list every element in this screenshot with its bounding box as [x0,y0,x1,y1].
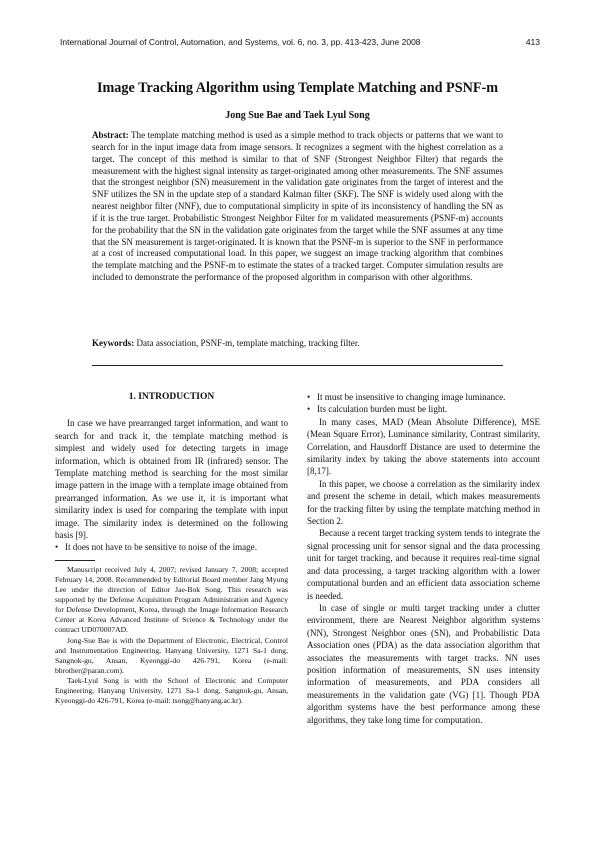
bullet-item [307,403,540,415]
bullet-dot: • [307,404,311,415]
bullet-item [307,391,540,403]
footnote-author-1: Jong-Sue Bae is with the Department of Electronic, Electrical, Control and Instrumentation Engineering, Hanyang University, 1271 Sa-1 dong, Sangnok-gu, Ansan, Kyeonggi-do 426-791, Korea (e-mail: bbrother@paran.com). [55,635,288,675]
abstract-text: The template matching method is used as a simple method to track objects or patterns that we want to search for in the input image data from image sensors. It recognizes a segment with the highest correlation as a target. The concept of this method is similar to that of SNF (Strongest Neighbor Filter) that regards the measurement with the highest signal intensity as target-originated among other measurements. The SNF assumes that the strongest neighbor (SN) measurement in the validation gate originates from the target of interest and the SNF utilizes the SN in the update step of a standard Kalman filter (SKF). The SNF is widely used along with the nearest neighbor filter (NNF), due to computational simplicity in spite of its inconsistency of handling the SN as if it is the true target. Probabilistic Strongest Neighbor Filter for m validated measurements (PSNF-m) accounts for the probability that the SN in the validation gate originates from the target while the SNF assumes at any time that the SN measurement is target-originated. It is known that the PSNF-m is superior to the SNF in performance at a cost of increased computational load. In this paper, we suggest an image tracking algorithm that combines the template matching and the PSNF-m to estimate the states of a tracked target. Computer simulation results are included to demonstrate the performance of the proposed algorithm in comparison with other algorithms. [92,130,503,283]
left-column [55,391,288,706]
keywords-text: Data association, PSNF-m, template matching, tracking filter. [136,338,360,348]
body-paragraph: In this paper, we choose a correlation as the similarity index and present the scheme in detail, which makes measurements for the tracking filter by using the template matching method in Section 2. [307,478,540,527]
keywords-label: Keywords: [92,338,135,348]
bullet-text: It must be insensitive to changing image luminance. [317,392,506,402]
bullet-dot: • [307,392,311,402]
footnote-manuscript: Manuscript received July 4, 2007; revised January 7, 2008; accepted February 14, 2008. Recommended by Editorial Board member Jang Myung Lee under the direction of Editor Jae-Bok Song. This research was supported by the Defense Acquisition Program Administration and Agency for Defense Development, Korea, through the Image Information Research Center at Korea Advanced Institute of Science & Technology under the contract UD070007AD. [55,564,288,635]
running-head [60,37,540,47]
footnote-author-2: Taek-Lyul Song is with the School of Electronic and Computer Engineering, Hanyang University, 1271 Sa-1 dong, Sangnok-gu, Ansan, Kyeonggi-do 426-791, Korea (e-mail: tsong@hanyang.ac.kr). [55,675,288,706]
bullet-dot: • [55,542,59,553]
intro-paragraph: In case we have prearranged target information, and want to search for and track it, the template matching method is simplest and widely used for detecting targets in image information, which is obtained from IR (infrared) sensor. The Template matching method is searching for the most similar image pattern in the image with a template image obtained from prearranged information. As we use it, it is important what similarity index is used for comparing the template with input image. The similarity index is determined on the following basis [9]. [55,418,288,541]
body-paragraph: In many cases, MAD (Mean Absolute Difference), MSE (Mean Square Error), Luminance similarity, Contrast similarity, Correlation, and Hausdorff Distance are used to determine the similarity index by taking the above statements into account [8,17]. [307,416,540,477]
abstract [92,130,503,284]
page-number: 413 [525,37,540,47]
footnote-divider [55,560,95,561]
bullet-item [55,541,288,553]
bullet-text: It does not have to be sensitive to noise of the image. [65,542,257,553]
body-paragraph: Because a recent target tracking system tends to integrate the signal processing unit for sensor signal and the data processing unit for target tracking, and because it requires real-time signal and data processing, a target tracking algorithm with a lower computational burden and an efficient data association scheme is needed. [307,528,540,601]
paper-title: Image Tracking Algorithm using Template Matching and PSNF-m [96,80,499,96]
section-title-introduction: 1. INTRODUCTION [128,392,215,402]
authors: Jong Sue Bae and Taek Lyul Song [225,110,370,121]
abstract-label: Abstract: [92,130,129,140]
body-paragraph: In case of single or multi target tracking under a clutter environment, there are Nearest Neighbor algorithm systems (NN), Strongest Neighbor ones (SN), and Probabilistic Data Association ones (PDA) as the data association algorithm that associates the measurements with target tracks. NN uses position information of measurements, SN uses intensity information of measurements, and PDA considers all measurements in the validation gate (VG) [1]. Though PDA algorithm systems have the best performance among these algorithms, they take long time for computation. [307,602,540,725]
bullet-text: Its calculation burden must be light. [317,404,448,415]
right-column [307,391,540,726]
abstract-divider [92,365,503,366]
keywords [92,338,503,350]
journal-citation: International Journal of Control, Automation, and Systems, vol. 6, no. 3, pp. 413-423, June 2008 [60,37,421,47]
footnotes [55,565,288,706]
